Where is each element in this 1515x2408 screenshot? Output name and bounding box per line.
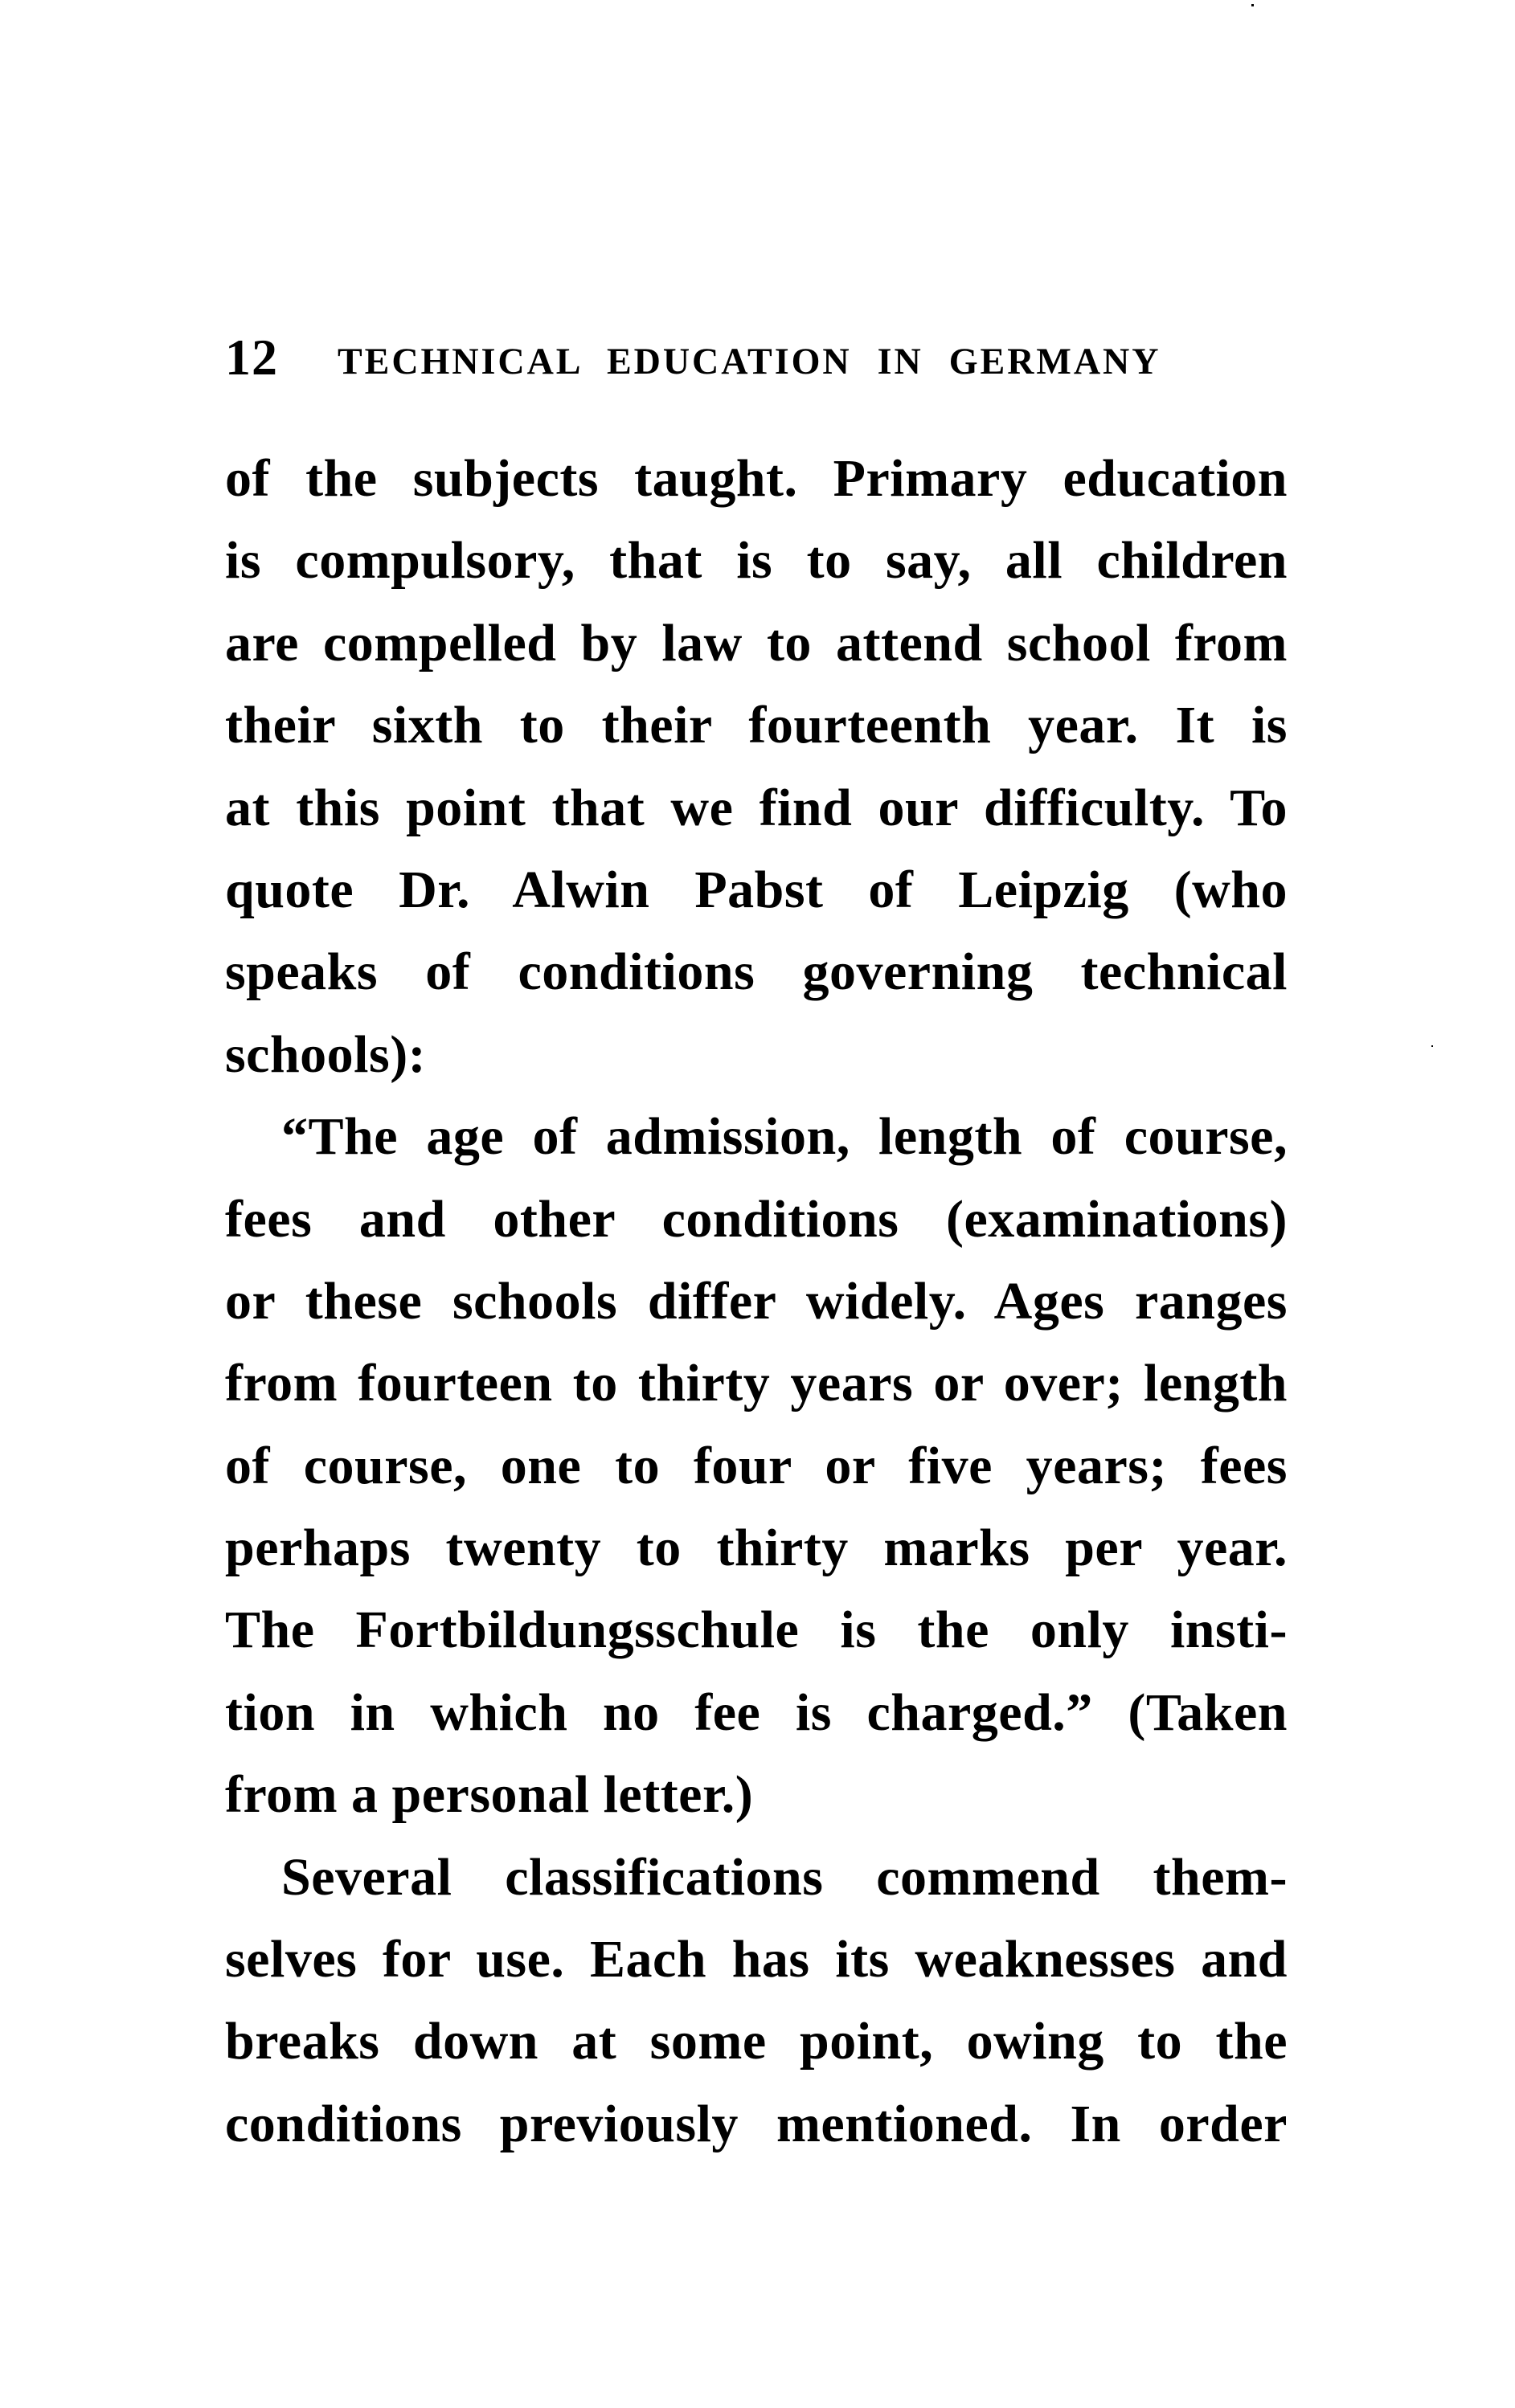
body-text [225,440,1288,2168]
scan-speck [1251,4,1254,6]
text-line: breaks down at some point, owing to the [225,2012,1288,2071]
quote-line: of course, one to four or five years; fees [225,1436,1288,1495]
text-line: speaks of conditions governing technical [225,942,1288,1002]
quote-line: tion in which no fee is charged.” (Taken [225,1682,1288,1742]
text-line: conditions previously mentioned. In order [225,2094,1288,2153]
text-line: schools): [225,1024,427,1084]
running-head [225,325,1189,390]
quote-line: from fourteen to thirty years or over; length [225,1354,1288,1413]
text-line: at this point that we find our difficulty. To [225,778,1288,837]
running-head-title: TECHNICAL EDUCATION IN GERMANY [338,341,1161,382]
quote-line: from a personal letter.) [225,1765,754,1825]
scan-speck [1431,1045,1433,1047]
quote-line: perhaps twenty to thirty marks per year. [225,1519,1288,1578]
text-line: quote Dr. Alwin Pabst of Leipzig (who [225,860,1288,919]
quote-line: “The age of admission, length of course, [281,1107,1288,1167]
page-number: 12 [225,329,278,386]
quote-line: or these schools differ widely. Ages ranges [225,1271,1288,1331]
quote-line: The Fortbildungsschule is the only insti- [225,1601,1288,1660]
text-line: of the subjects taught. Primary education [225,449,1288,508]
quote-line: fees and other conditions (examinations) [225,1189,1288,1249]
text-line: selves for use. Each has its weaknesses and [225,1930,1288,1989]
text-line: are compelled by law to attend school from [225,613,1288,673]
text-line: their sixth to their fourteenth year. It is [225,696,1288,755]
text-line: Several classifications commend them- [281,1847,1288,1907]
text-line: is compulsory, that is to say, all children [225,531,1288,591]
